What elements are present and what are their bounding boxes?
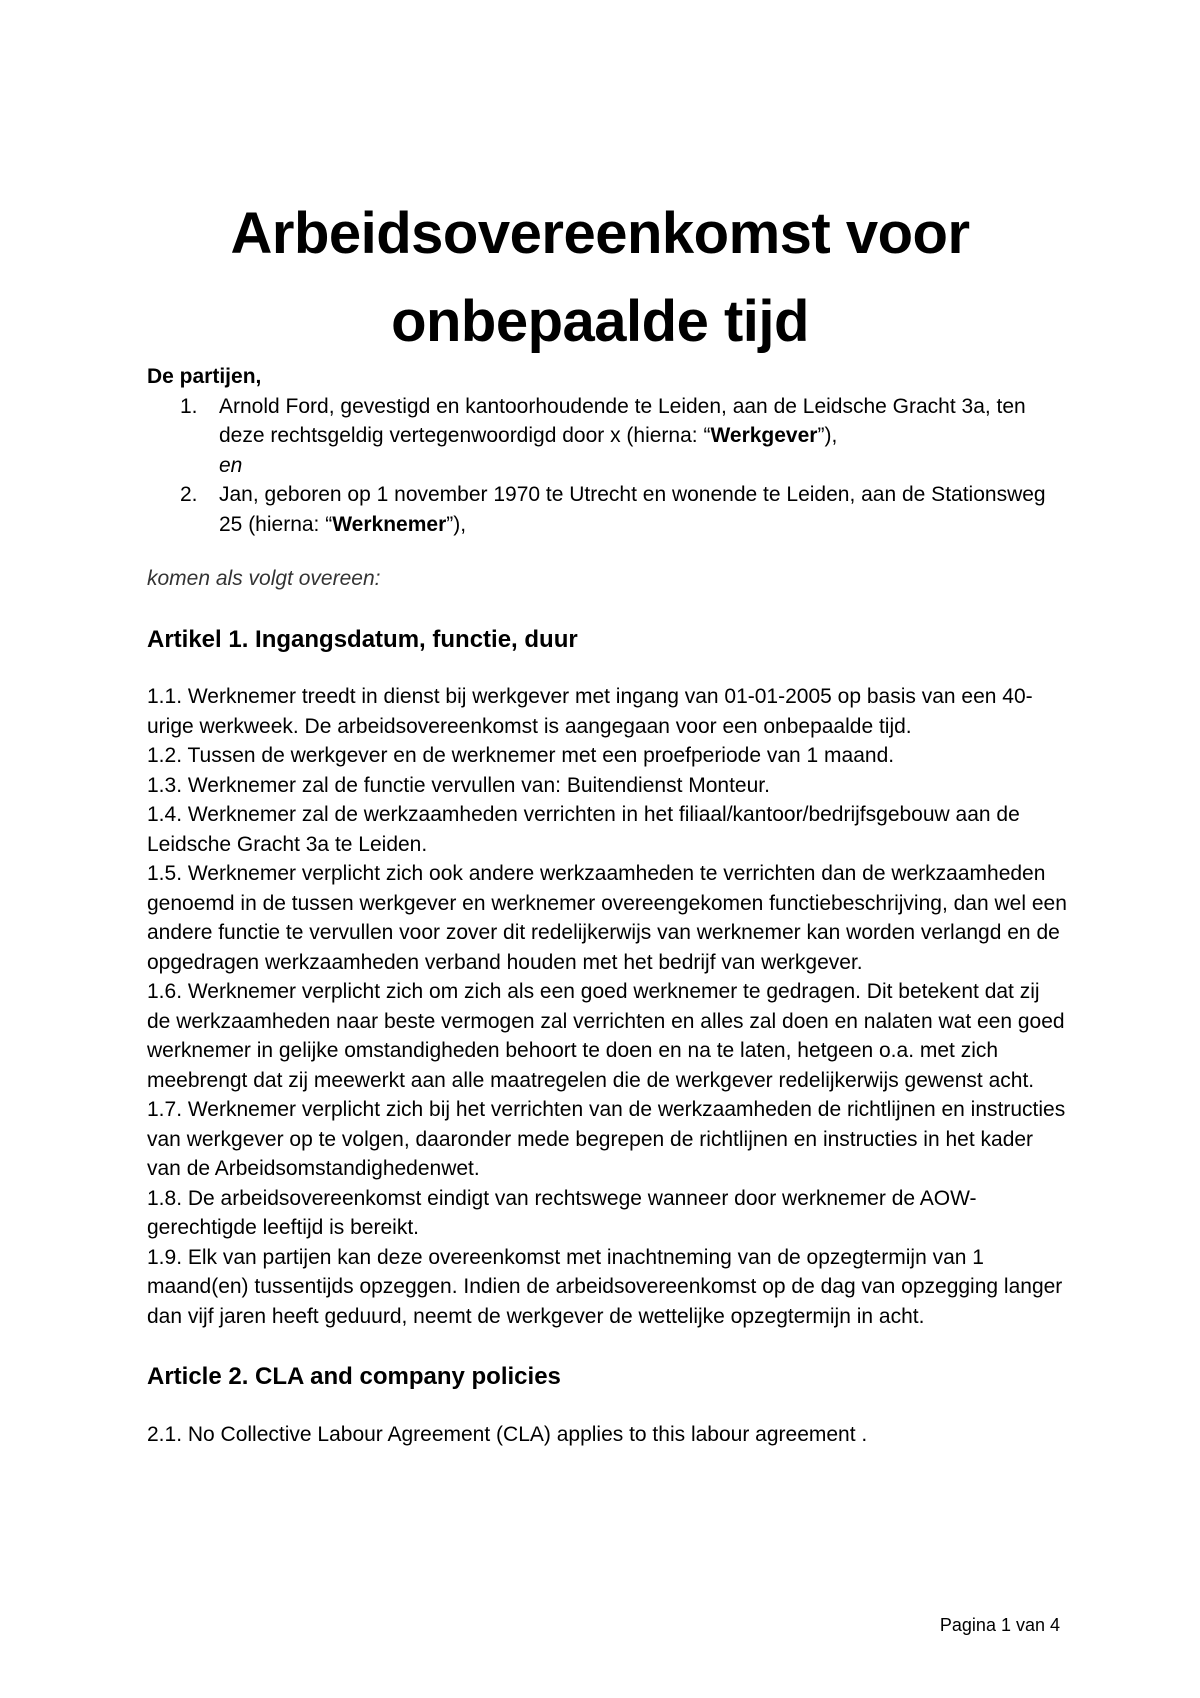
party-number: 1. (180, 394, 198, 418)
party-text-end: ”), (817, 424, 838, 447)
agreement-intro: komen als volgt overeen: (147, 567, 381, 590)
party-text: Arnold Ford, gevestigd en kantoorhoudende te Leiden, aan de Leidsche Gracht 3a, ten deze rechtsgeldig vertegenwoordigd door x (hierna: “ (219, 394, 1026, 447)
clause: 1.8. De arbeidsovereenkomst eindigt van rechtswege wanneer door werknemer de AOW-gerechtigde leeftijd is bereikt. (147, 1186, 977, 1239)
party-text: Jan, geboren op 1 november 1970 te Utrecht en wonende te Leiden, aan de Stationsweg 25 (hierna: “ (219, 483, 1046, 536)
party-role: Werknemer (332, 512, 447, 536)
clause: 1.6. Werknemer verplicht zich om zich als een goed werknemer te gedragen. Dit betekent dat zij de werkzaamheden naar beste vermogen zal verrichten en alles zal doen en nalaten wat een goed werknemer in gelijke omstandigheden behoort te doen en na te laten, hetgeen o.a. met zich meebrengt dat zij meewerkt aan alle maatregelen die de werkgever redelijkerwijs gewenst acht. (147, 980, 1065, 1092)
party-text-end: ”), (446, 512, 467, 536)
parties-heading: De partijen, (147, 365, 262, 388)
party-item (147, 480, 1067, 539)
article-2-clauses (147, 1420, 1067, 1450)
title-line-2: onbepaalde tijd (391, 289, 809, 354)
clause: 1.4. Werknemer zal de werkzaamheden verrichten in het filiaal/kantoor/bedrijfsgebouw aan de Leidsche Gracht 3a te Leiden. (147, 803, 1020, 856)
document-title (120, 190, 1080, 366)
clause: 1.2. Tussen de werkgever en de werknemer met een proefperiode van 1 maand. (147, 744, 895, 767)
article-1-heading: Artikel 1. Ingangsdatum, functie, duur (147, 625, 578, 653)
clause: 1.3. Werknemer zal de functie vervullen van: Buitendienst Monteur. (147, 773, 770, 797)
party-number: 2. (180, 483, 198, 506)
title-line-1: Arbeidsovereenkomst voor (230, 201, 970, 266)
clause: 1.9. Elk van partijen kan deze overeenkomst met inachtneming van de opzegtermijn van 1 maand(en) tussentijds opzeggen. Indien de arbeidsovereenkomst op de dag van opzegging langer dan vijf jaren heeft geduurd, neemt de werkgever de wettelijke opzegtermijn in acht. (147, 1245, 1063, 1328)
party-role: Werkgever (710, 424, 818, 447)
party-connector: en (219, 453, 243, 477)
page-number-footer: Pagina 1 van 4 (939, 1615, 1060, 1635)
clause: 1.1. Werknemer treedt in dienst bij werkgever met ingang van 01-01-2005 op basis van een 40-urige werkweek. De arbeidsovereenkomst is aangegaan voor een onbepaalde tijd. (147, 685, 1033, 738)
article-2-heading: Article 2. CLA and company policies (147, 1363, 561, 1390)
clause: 2.1. No Collective Labour Agreement (CLA) applies to this labour agreement . (147, 1422, 868, 1446)
article-1-clauses (147, 682, 1067, 1331)
parties-list (147, 392, 1067, 540)
clause: 1.5. Werknemer verplicht zich ook andere werkzaamheden te verrichten dan de werkzaamheden genoemd in de tussen werkgever en werknemer overeengekomen functiebeschrijving, dan wel een andere functie te vervullen voor zover dit redelijkerwijs van werknemer kan worden verlangd en de opgedragen werkzaamheden verband houden met het bedrijf van werkgever. (147, 862, 1067, 974)
clause: 1.7. Werknemer verplicht zich bij het verrichten van de werkzaamheden de richtlijnen en instructies van werkgever op te volgen, daaronder mede begrepen de richtlijnen en instructies in het kader van de Arbeidsomstandighedenwet. (147, 1098, 1066, 1180)
document-body (147, 362, 1067, 1449)
party-item (147, 392, 1067, 451)
